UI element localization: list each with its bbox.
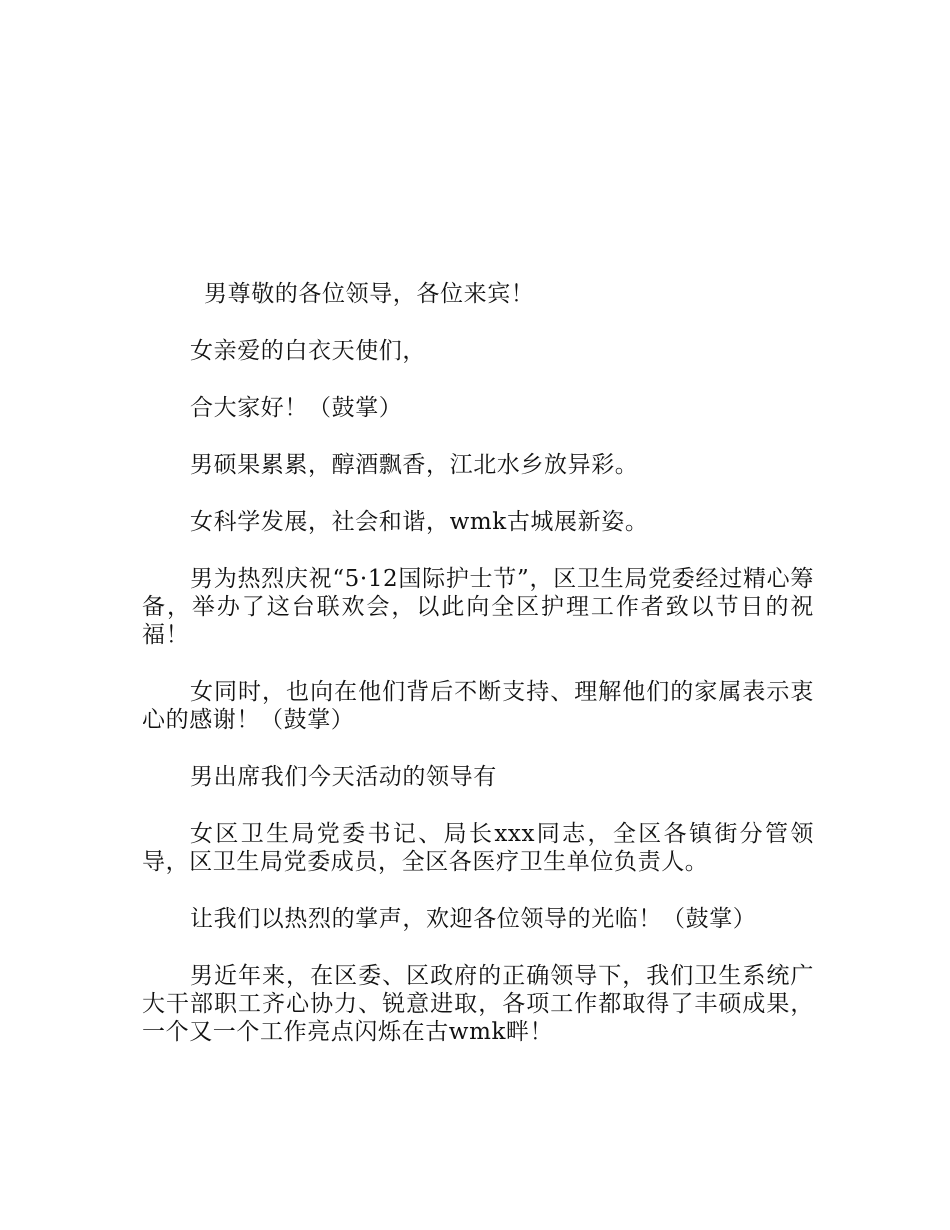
paragraph-development: 女科学发展，社会和谐，wmk古城展新姿。	[190, 509, 649, 535]
paragraph-greeting-leaders: 男尊敬的各位领导，各位来宾！	[204, 281, 535, 307]
document-body	[142, 280, 814, 1075]
paragraph-family-thanks: 女同时，也向在他们背后不断支持、理解他们的家属表示衷心的感谢！（鼓掌）	[142, 679, 814, 733]
paragraph-greeting-all: 合大家好！（鼓掌）	[190, 395, 403, 421]
paragraph-nurses-day: 男为热烈庆祝“5·12国际护士节”，区卫生局党委经过精心筹备，举办了这台联欢会，以此向全区护理工作者致以节日的祝福！	[142, 566, 814, 648]
paragraph-greeting-nurses: 女亲爱的白衣天使们，	[190, 338, 426, 364]
paragraph-welcome-applause: 让我们以热烈的掌声，欢迎各位领导的光临！（鼓掌）	[190, 906, 757, 932]
paragraph-leaders-present: 男出席我们今天活动的领导有	[190, 764, 497, 790]
paragraph-achievements: 男近年来，在区委、区政府的正确领导下，我们卫生系统广大干部职工齐心协力、锐意进取，各项工作都取得了丰硕成果，一个又一个工作亮点闪烁在古wmk畔！	[142, 963, 814, 1045]
paragraph-leaders-list: 女区卫生局党委书记、局长xxx同志，全区各镇街分管领导，区卫生局党委成员，全区各医疗卫生单位负责人。	[142, 821, 814, 875]
paragraph-harvest: 男硕果累累，醇酒飘香，江北水乡放异彩。	[190, 452, 639, 478]
